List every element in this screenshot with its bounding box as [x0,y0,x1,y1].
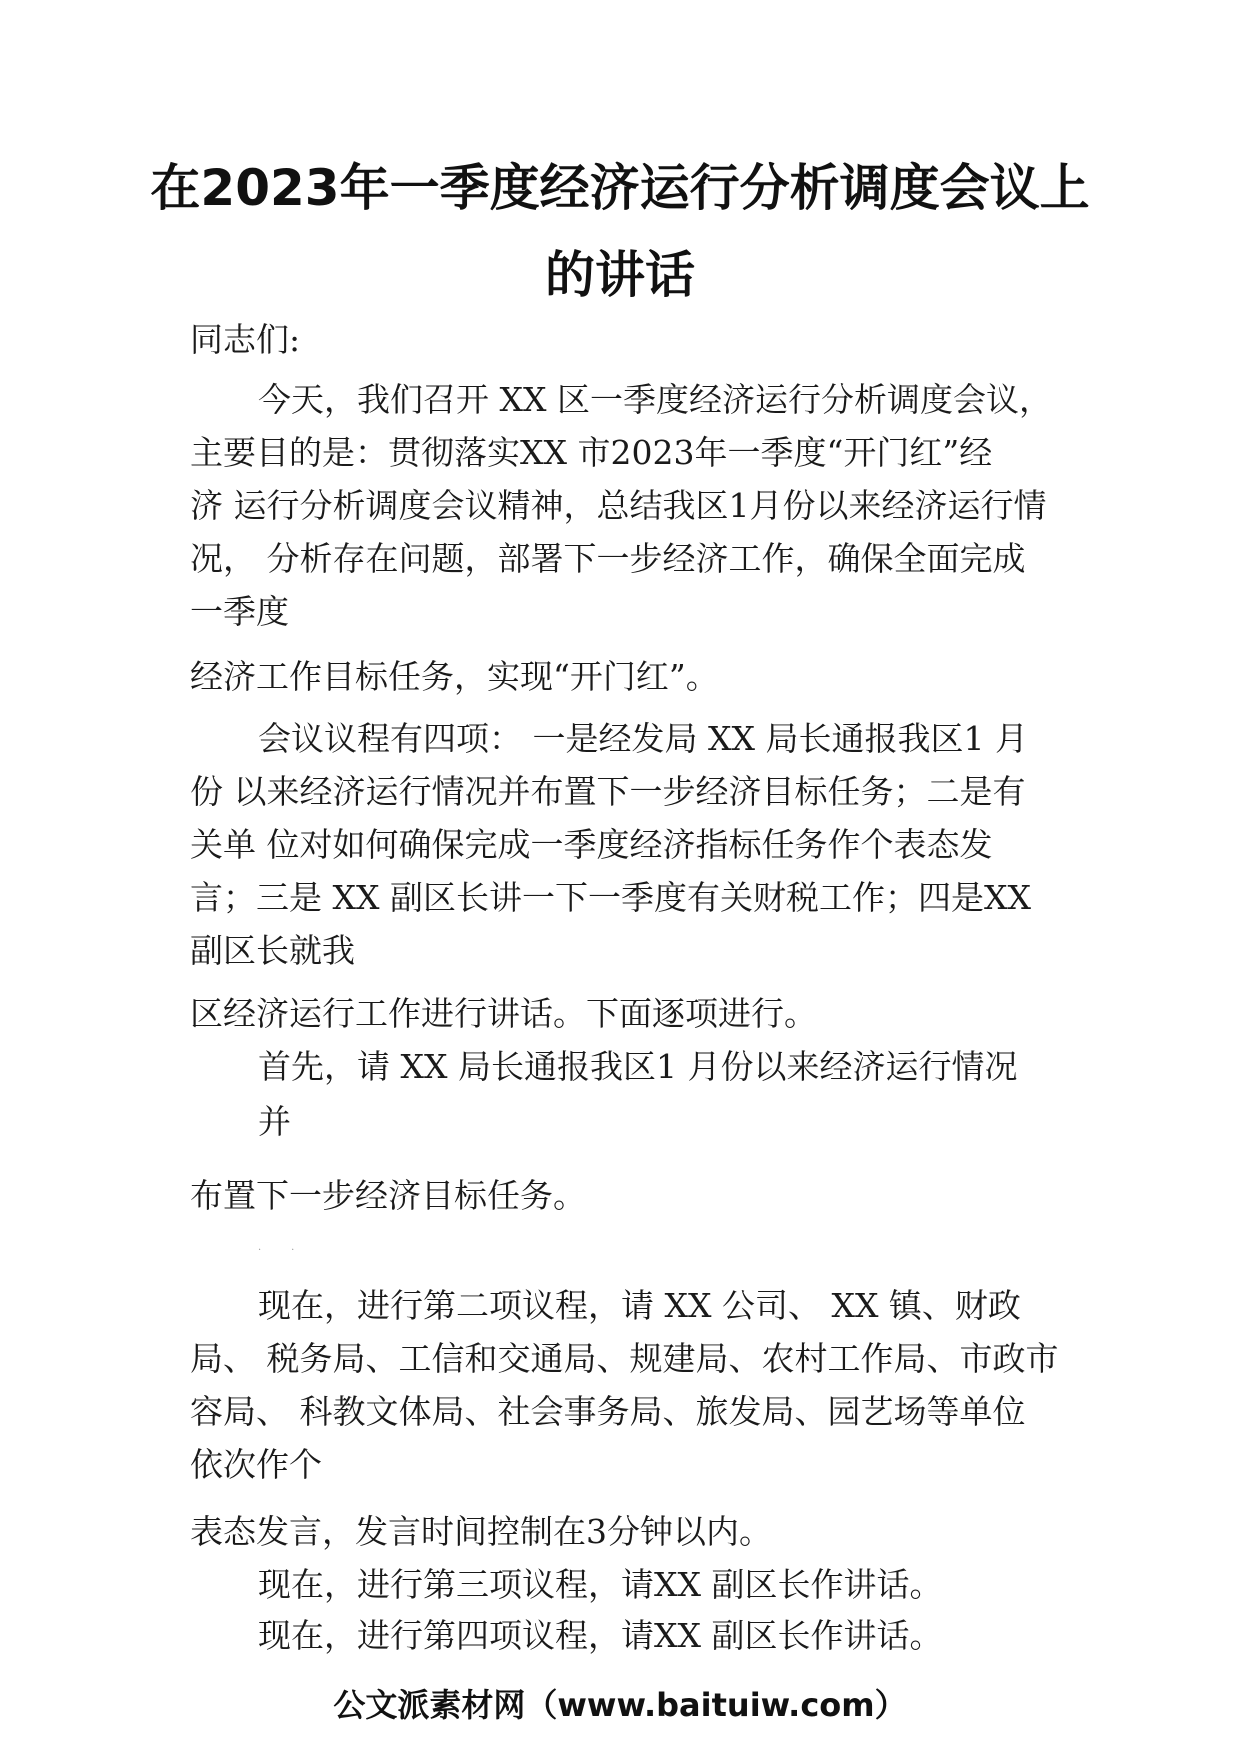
paragraph-line: 现在，进行第二项议程，请 XX 公司、 XX 镇、财政 [258,1286,1021,1325]
paragraph-line: 局、 税务局、工信和交通局、规建局、农村工作局、市政市 [190,1339,1059,1378]
paragraph-line: 首先，请 XX 局长通报我区1 月份以来经济运行情况 [258,1047,1018,1086]
paragraph-line: 现在，进行第四项议程，请XX 副区长作讲话。 [258,1616,943,1655]
paragraph-line: 表态发言，发言时间控制在3分钟以内。 [190,1512,772,1551]
footer-source-credit: 公文派素材网（www.baituiw.com） [333,1686,907,1724]
paragraph-line: 主要目的是：贯彻落实XX 市2023年一季度“开门红”经 [190,433,993,472]
document-title-line-2: 的讲话 [545,246,695,304]
paragraph-line: 况， 分析存在问题，部署下一步经济工作，确保全面完成 [190,539,1026,578]
paragraph-line: 言；三是 XX 副区长讲一下一季度有关财税工作；四是XX [190,878,1031,917]
paragraph-line: 布置下一步经济目标任务。 [190,1176,586,1215]
paragraph-line: 现在，进行第三项议程，请XX 副区长作讲话。 [258,1565,943,1604]
paragraph-line: 关单 位对如何确保完成一季度经济指标任务作个表态发 [190,825,993,864]
paragraph-line: 经济工作目标任务，实现“开门红”。 [190,657,719,696]
paragraph-line: 会议议程有四项： 一是经发局 XX 局长通报我区1 月 [258,719,1028,758]
paragraph-line: 济 运行分析调度会议精神，总结我区1月份以来经济运行情 [190,486,1047,525]
paragraph-line: 份 以来经济运行情况并布置下一步经济目标任务；二是有 [190,772,1026,811]
document-title-line-1: 在2023年一季度经济运行分析调度会议上 [150,159,1090,217]
paragraph-line: 依次作个 [190,1445,322,1484]
paragraph-line: 今天，我们召开 XX 区一季度经济运行分析调度会议， [258,380,1052,419]
paragraph-line: 区经济运行工作进行讲话。下面逐项进行。 [190,994,817,1033]
paragraph-line: 并 [258,1102,291,1141]
salutation: 同志们: [190,320,301,359]
paragraph-line: 副区长就我 [190,931,355,970]
paragraph-line: 容局、 科教文体局、社会事务局、旅发局、园艺场等单位 [190,1392,1026,1431]
paragraph-line: 一季度 [190,592,289,631]
scan-artifact-dots: .. [258,1242,325,1253]
